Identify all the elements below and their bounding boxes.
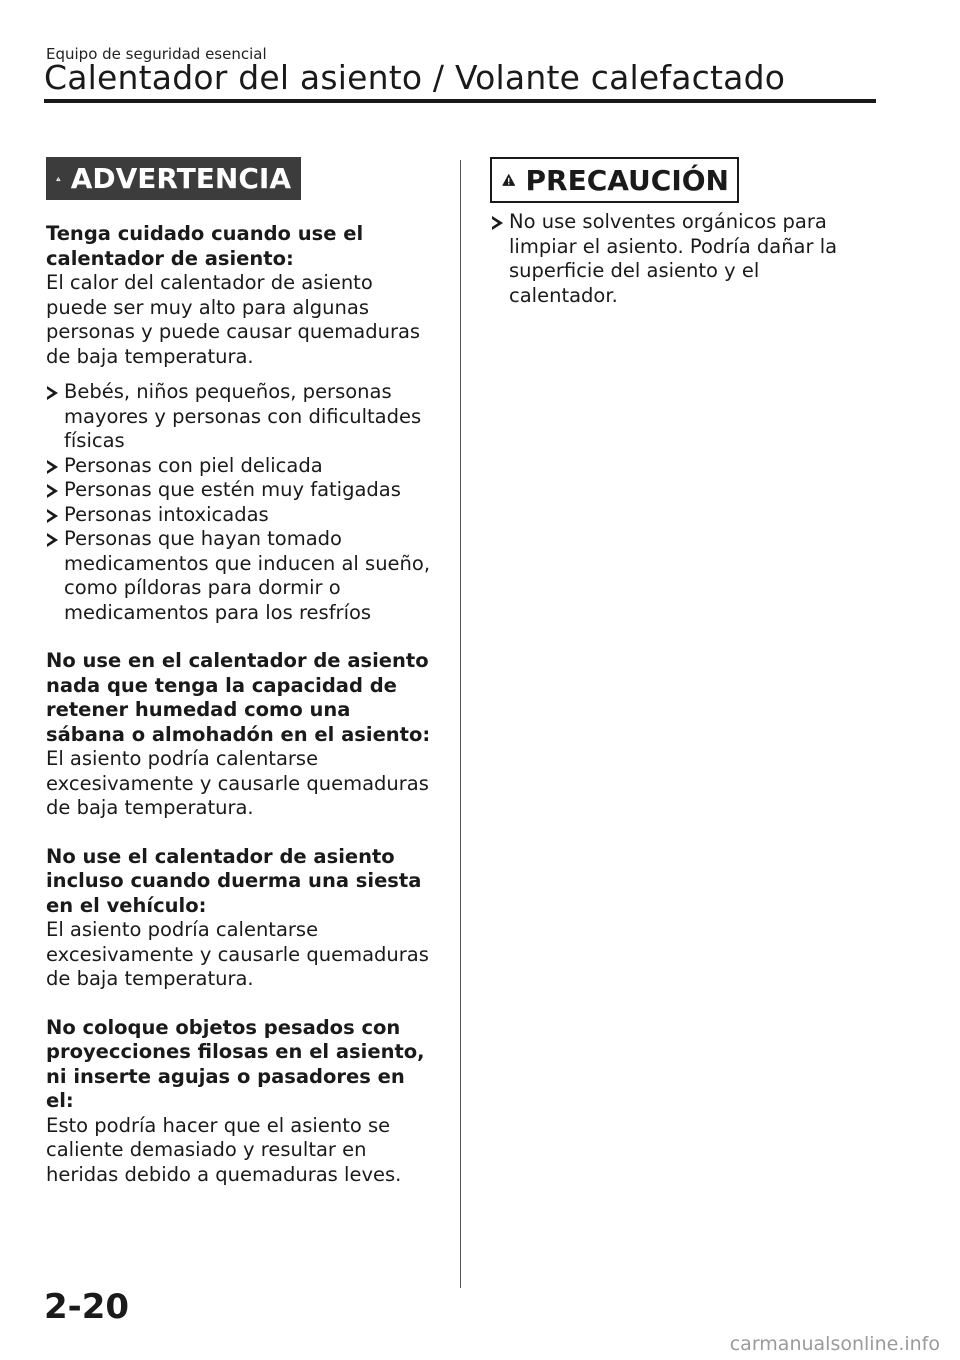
list-item: Bebés, niños pequeños, personas mayores y personas con dificultades físicas bbox=[46, 380, 436, 454]
list-item: Personas con piel delicada bbox=[46, 454, 436, 479]
warning-triangle-icon bbox=[502, 166, 515, 194]
list-item: Personas intoxicadas bbox=[46, 503, 436, 528]
page-number: 2-20 bbox=[44, 1287, 130, 1327]
page-title: Calentador del asiento / Volante calefactado bbox=[44, 58, 786, 97]
caution-body bbox=[491, 210, 871, 308]
warning-label-text: ADVERTENCIA bbox=[70, 162, 291, 195]
warning-item-text: El asiento podría calentarse excesivamente y causarle quemaduras de baja temperatura. bbox=[46, 918, 429, 990]
warning-body bbox=[46, 222, 436, 1187]
warning-intro-heading: Tenga cuidado cuando use el calentador de asiento: bbox=[46, 222, 364, 270]
warning-item-heading: No use el calentador de asiento incluso cuando duerma una siesta en el vehículo: bbox=[46, 844, 422, 917]
warning-bullet-list bbox=[46, 380, 436, 625]
watermark: carmanualsonline.info bbox=[729, 1333, 940, 1355]
warning-label bbox=[46, 157, 301, 200]
list-item: Personas que estén muy fatigadas bbox=[46, 478, 436, 503]
column-divider bbox=[460, 160, 461, 1288]
warning-intro-text: El calor del calentador de asiento puede ser muy alto para algunas personas y puede causar quemaduras de baja temperatura. bbox=[46, 271, 421, 368]
caution-label bbox=[490, 157, 739, 203]
section-label: Equipo de seguridad esencial bbox=[46, 45, 267, 63]
warning-item-text: El asiento podría calentarse excesivamente y causarle quemaduras de baja temperatura. bbox=[46, 747, 429, 819]
caution-label-text: PRECAUCIÓN bbox=[525, 163, 729, 197]
warning-item-heading: No coloque objetos pesados con proyecciones filosas en el asiento, ni inserte agujas o pasadores en el: bbox=[46, 1015, 425, 1112]
caution-bullet-list bbox=[491, 210, 871, 308]
list-item: No use solventes orgánicos para limpiar el asiento. Podría dañar la superficie del asiento y el calentador. bbox=[491, 210, 871, 308]
warning-triangle-icon bbox=[56, 165, 61, 193]
header-rule bbox=[44, 99, 876, 103]
warning-item-text: Esto podría hacer que el asiento se caliente demasiado y resultar en heridas debido a quemaduras leves. bbox=[46, 1113, 402, 1186]
list-item: Personas que hayan tomado medicamentos que inducen al sueño, como píldoras para dormir o medicamentos para los resfríos bbox=[46, 527, 436, 625]
warning-item-heading: No use en el calentador de asiento nada que tenga la capacidad de retener humedad como una sábana o almohadón en el asiento: bbox=[46, 649, 431, 746]
